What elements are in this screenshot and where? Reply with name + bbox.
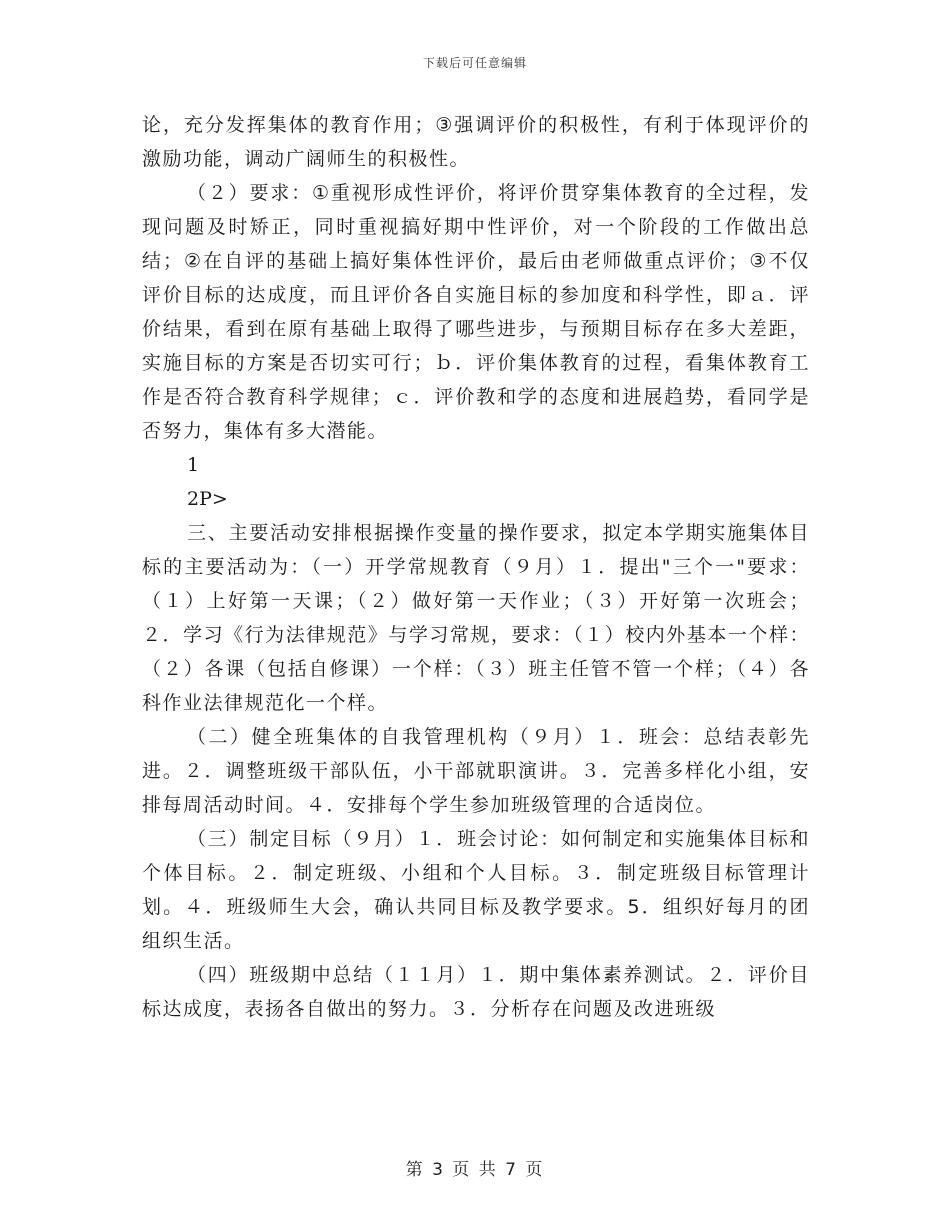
- stray-line-1: 1: [187, 454, 200, 476]
- stray-line-2: 2P>: [187, 488, 228, 510]
- paragraph-main-activities: 三、主要活动安排根据操作变量的操作要求，拟定本学期实施集体目标的主要活动为：（一）开学常规教育（９月）１．提出"三个一"要求：（１）上好第一天课；（２）做好第一天作业；（３）开好第一次班会；２．学习《行为法律规范》与学习常规，要求：（１）校内外基本一个样：（２）各课（包括自修课）一个样：（３）班主任管不管一个样；（４）各科作业法律规范化一个样。: [142, 522, 810, 714]
- document-body: [142, 108, 810, 1026]
- paragraph-evaluation-requirements: （２）要求：①重视形成性评价，将评价贯穿集体教育的全过程，发现问题及时矫正，同时重视搞好期中性评价，对一个阶段的工作做出总结；②在自评的基础上搞好集体性评价，最后由老师做重点评价；③不仅评价目标的达成度，而且评价各自实施目标的参加度和科学性，即ａ．评价结果，看到在原有基础上取得了哪些进步，与预期目标存在多大差距，实施目标的方案是否切实可行；ｂ．评价集体教育的过程，看集体教育工作是否符合教育科学规律；ｃ．评价教和学的态度和进展趋势，看同学是否努力，集体有多大潜能。: [142, 182, 810, 442]
- page-footer: 第 3 页 共 7 页: [405, 1160, 545, 1180]
- paragraph-self-management: （二）健全班集体的自我管理机构（９月）１．班会：总结表彰先进。２．调整班级干部队伍，小干部就职演讲。３．完善多样化小组，安排每周活动时间。４．安排每个学生参加班级管理的合适岗位。: [142, 726, 810, 816]
- paragraph-midterm-summary: （四）班级期中总结（１１月）１．期中集体素养测试。２．评价目标达成度，表扬各自做出的努力。３．分析存在问题及改进班级: [142, 964, 810, 1020]
- paragraph-set-goals: （三）制定目标（９月）１．班会讨论：如何制定和实施集体目标和个体目标。２．制定班级、小组和个人目标。３．制定班级目标管理计划。４．班级师生大会，确认共同目标及教学要求。5．组织好每月的团组织生活。: [142, 828, 810, 952]
- paragraph-evaluation-principle: 论，充分发挥集体的教育作用；③强调评价的积极性，有利于体现评价的激励功能，调动广阔师生的积极性。: [142, 114, 810, 170]
- page-header: 下载后可任意编辑: [422, 56, 527, 70]
